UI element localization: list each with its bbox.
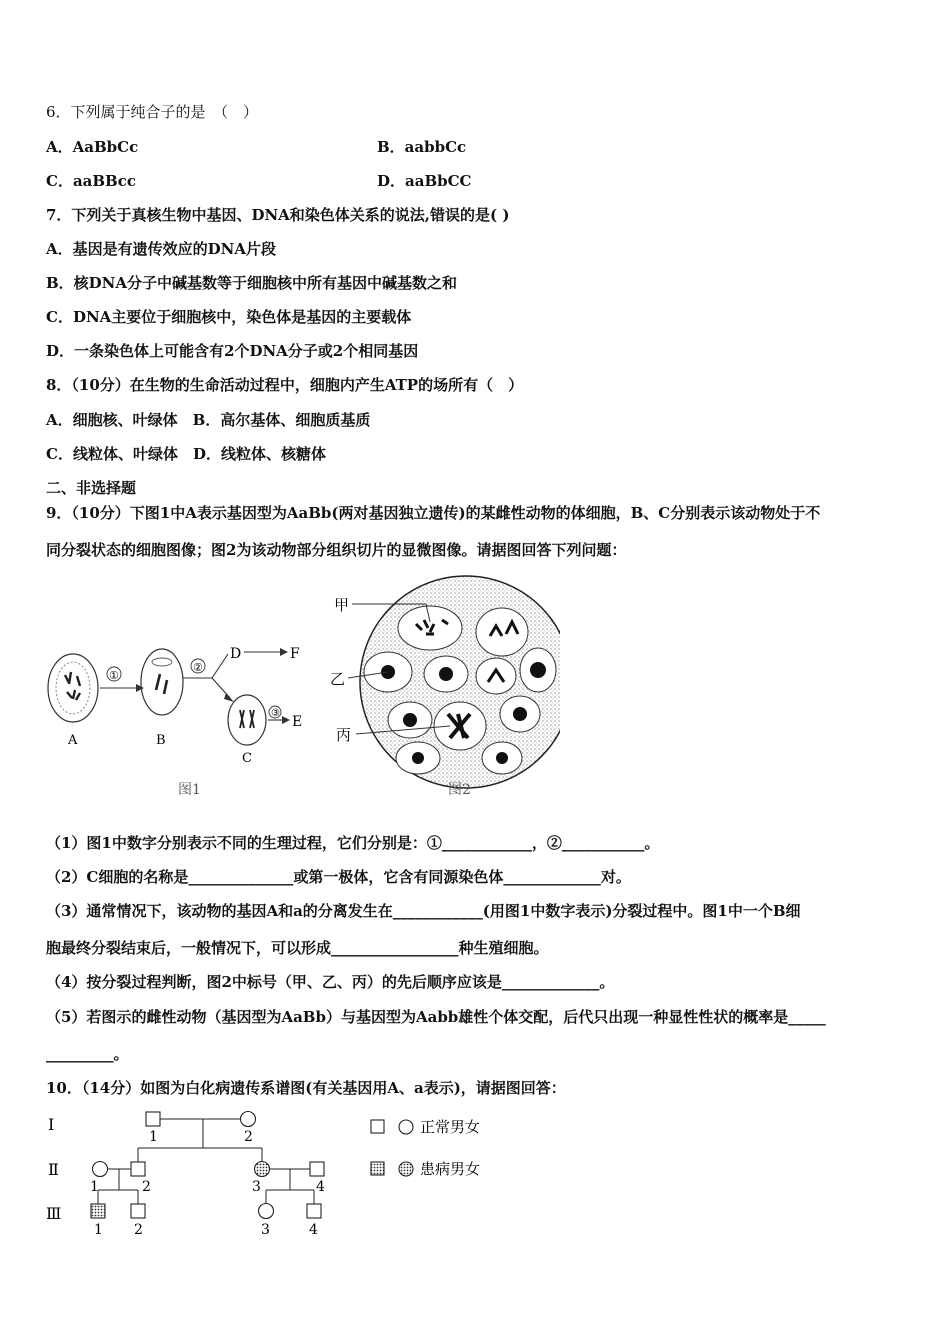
gen2-female-3-affected [255, 1162, 270, 1177]
gen-1-label: Ⅰ [48, 1115, 55, 1134]
q9-sub3-line2: 胞最终分裂结束后，一般情况下，可以形成_________________种生殖细胞。 [46, 939, 549, 957]
cell-a-label: A [68, 733, 78, 748]
outcome-e-label: E [292, 714, 303, 730]
q9-sub5-line2: _________。 [46, 1045, 129, 1063]
q8-stem: 8．（10分）在生物的生命活动过程中，细胞内产生ATP的场所有（ ） [46, 376, 524, 394]
q9-sub4: （4）按分裂过程判断，图2中标号（甲、乙、丙）的先后顺序应该是_____________。 [46, 973, 615, 991]
q9-stem-line2: 同分裂状态的细胞图像；图2为该动物部分组织切片的显微图像。请据图回答下列问题： [46, 541, 627, 559]
gen3-male-4 [307, 1204, 321, 1218]
q6-option-c: C．aaBBcc [46, 172, 137, 190]
cell-c-label: C [242, 751, 252, 766]
step1-label: ① [109, 669, 119, 682]
gen2-id-4: 4 [316, 1179, 325, 1195]
gen2-id-3: 3 [252, 1179, 261, 1195]
q8-options-ab: A．细胞核、叶绿体 B．高尔基体、细胞质基质 [46, 411, 371, 429]
label-yi: 乙 [330, 670, 346, 688]
gen1-id-1: 1 [149, 1129, 158, 1145]
label-jia: 甲 [334, 596, 350, 614]
legend-normal-label: 正常男女 [420, 1118, 481, 1136]
gen3-id-1: 1 [94, 1222, 103, 1238]
gen2-id-2: 2 [142, 1179, 151, 1195]
figure1-cell-division-diagram [40, 630, 320, 805]
gen-2-label: Ⅱ [48, 1160, 59, 1179]
label-bing: 丙 [336, 726, 352, 744]
q7-option-a: A．基因是有遗传效应的DNA片段 [46, 240, 276, 258]
q9-sub1: （1）图1中数字分别表示不同的生理过程，它们分别是：①____________，②___________。 [46, 834, 660, 852]
q9-sub3-line1: （3）通常情况下，该动物的基因A和a的分离发生在____________(用图1中数字表示)分裂过程中。图1中一个B细 [46, 902, 801, 920]
legend-affected-male-icon [371, 1162, 384, 1175]
gen2-id-1: 1 [90, 1179, 99, 1195]
q6-stem: 6．下列属于纯合子的是 （ ） [46, 103, 259, 121]
outcome-f-label: F [290, 646, 300, 662]
q7-stem: 7．下列关于真核生物中基因、DNA和染色体关系的说法,错误的是( ) [46, 206, 510, 224]
gen1-female-2 [241, 1112, 256, 1127]
q9-sub5-line1: （5）若图示的雌性动物（基因型为AaBb）与基因型为Aabb雄性个体交配，后代只出现一种显性性状的概率是_____ [46, 1008, 826, 1026]
gen1-male-1 [146, 1112, 160, 1126]
legend-normal-male-icon [371, 1120, 384, 1133]
gen3-female-3 [259, 1204, 274, 1219]
q8-options-cd: C．线粒体、叶绿体 D．线粒体、核糖体 [46, 445, 326, 463]
q7-option-c: C．DNA主要位于细胞核中，染色体是基因的主要载体 [46, 308, 412, 326]
gen3-id-3: 3 [261, 1222, 270, 1238]
step3-label: ③ [271, 708, 280, 719]
cell-c [228, 695, 266, 745]
q7-option-d: D．一条染色体上可能含有2个DNA分子或2个相同基因 [46, 342, 419, 360]
legend-affected-label: 患病男女 [420, 1160, 481, 1178]
legend-normal-female-icon [399, 1120, 413, 1134]
cell-a [48, 654, 98, 722]
gen-3-label: Ⅲ [46, 1204, 62, 1223]
q7-option-b: B．核DNA分子中碱基数等于细胞核中所有基因中碱基数之和 [46, 274, 458, 292]
figure1-caption: 图1 [178, 782, 201, 798]
q6-option-d: D．aaBbCC [377, 172, 472, 190]
figure2-microscope-image [330, 572, 560, 802]
cell-b [141, 649, 183, 715]
q6-option-a: A．AaBbCc [46, 138, 139, 156]
figure2-caption: 图2 [448, 782, 471, 798]
q6-option-b: B．aabbCc [377, 138, 467, 156]
legend-affected-female-icon [399, 1162, 413, 1176]
gen1-id-2: 2 [244, 1129, 253, 1145]
gen3-id-2: 2 [134, 1222, 143, 1238]
q9-sub2: （2）C细胞的名称是______________或第一极体，它含有同源染色体_____________对。 [46, 868, 631, 886]
gen3-id-4: 4 [309, 1222, 318, 1238]
gen2-female-1 [93, 1162, 108, 1177]
q9-stem-line1: 9．（10分）下图1中A表示基因型为AaBb(两对基因独立遗传)的某雌性动物的体细胞，B、C分别表示该动物处于不 [46, 504, 821, 522]
gen3-male-2 [131, 1204, 145, 1218]
cell-b-label: B [156, 733, 166, 748]
step2-label: ② [193, 661, 203, 674]
section-heading: 二、非选择题 [46, 479, 137, 497]
q10-stem: 10．（14分）如图为白化病遗传系谱图(有关基因用A、a表示)，请据图回答： [46, 1079, 566, 1097]
pedigree-chart [40, 1100, 510, 1240]
gen2-male-2 [131, 1162, 145, 1176]
gen3-male-1-affected [91, 1204, 105, 1218]
outcome-d-label: D [230, 646, 242, 662]
gen2-male-4 [310, 1162, 324, 1176]
